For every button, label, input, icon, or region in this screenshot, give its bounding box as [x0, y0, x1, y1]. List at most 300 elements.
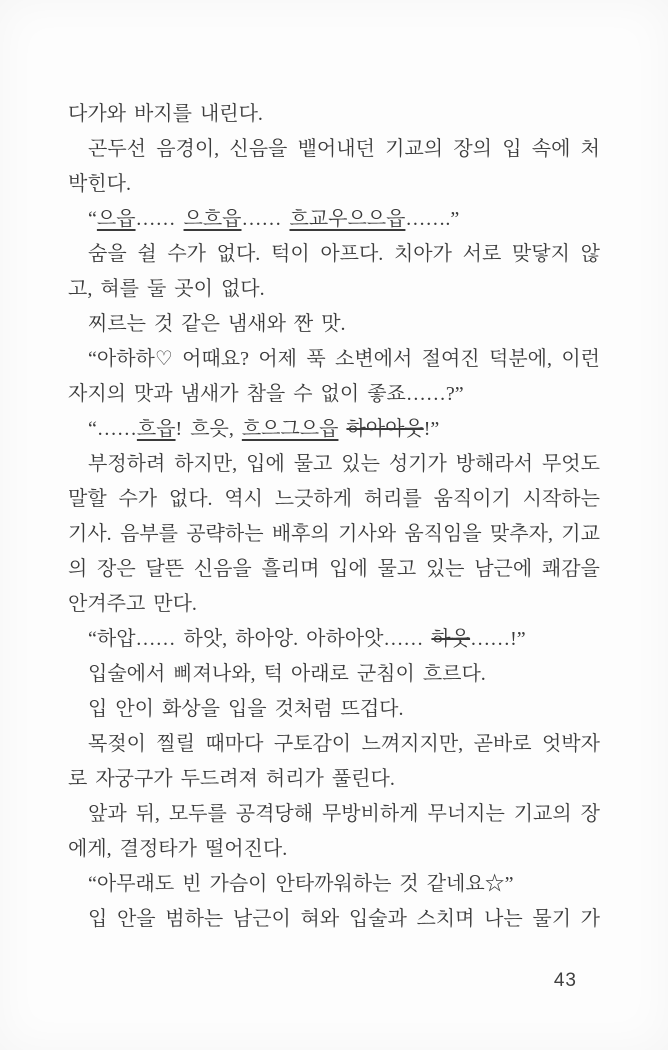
text-run: 느껴지지만, [361, 733, 464, 755]
text-run: 바지를 [133, 103, 192, 125]
word [581, 132, 600, 167]
word [320, 237, 383, 272]
text-line [68, 272, 600, 307]
word [335, 342, 412, 377]
word [221, 272, 265, 307]
text-run: 어제 [258, 348, 297, 370]
word [68, 762, 87, 797]
word [427, 867, 514, 902]
underline-text: 흐교우으으읍 [289, 208, 406, 230]
text-run: 아래로 [290, 663, 349, 685]
text-run: 성기가 [388, 453, 447, 475]
word [514, 797, 572, 832]
word [88, 132, 146, 167]
text-run: 입을 [227, 698, 267, 720]
text-run: 같은 [181, 313, 220, 335]
word [174, 447, 237, 482]
text-run: 입술과 [348, 908, 407, 930]
text-run: 없이 [320, 383, 360, 405]
text-line [68, 377, 600, 412]
text-line [68, 622, 600, 657]
word [523, 482, 600, 517]
text-run: 느긋하게 [274, 488, 353, 510]
word [68, 587, 145, 622]
text-run: 때마다 [205, 733, 264, 755]
text-run: 화상을 [161, 698, 220, 720]
text-run: 하앗, [183, 628, 228, 650]
text-run: 없다. [168, 488, 213, 510]
text-run: 두드려져 [180, 768, 258, 790]
text-run: 입술에서 [88, 663, 166, 685]
text-line [68, 412, 600, 447]
word [229, 132, 287, 167]
word [68, 377, 126, 412]
word [147, 272, 166, 307]
word [118, 482, 157, 517]
word [321, 307, 345, 342]
text-run: 자지의 [68, 383, 126, 405]
text-run: 달뜬 [145, 558, 185, 580]
strike-text: 하아아웃 [346, 418, 424, 440]
text-run: 떨어진다. [204, 838, 288, 860]
word [428, 797, 505, 832]
text-run: 역시 [224, 488, 263, 510]
word [68, 272, 92, 307]
word [242, 412, 339, 447]
word [349, 902, 407, 937]
word [367, 377, 463, 412]
text-run: “하압…… [88, 628, 176, 650]
text-run: “ [88, 208, 97, 230]
word [162, 692, 220, 727]
word [512, 237, 570, 272]
text-line [68, 867, 600, 902]
text-run: 나는 [484, 908, 523, 930]
text-run: 숨을 [88, 243, 127, 265]
text-run: 기교 [561, 523, 600, 545]
word [137, 237, 156, 272]
text-run: 흐읏, [190, 418, 234, 440]
text-run: 뜨겁다. [340, 698, 404, 720]
word [182, 342, 249, 377]
text-line [68, 692, 600, 727]
text-run: “아무래도 [88, 873, 175, 895]
word [542, 727, 600, 762]
text-run: 혀와 [300, 908, 340, 930]
text-line [68, 832, 600, 867]
word [332, 762, 395, 797]
text-run: 서로 [462, 243, 502, 265]
word [200, 97, 263, 132]
text-line [68, 97, 600, 132]
word [88, 657, 165, 692]
word [88, 447, 165, 482]
text-run: 군침이 [356, 663, 415, 685]
word [581, 237, 600, 272]
text-run: “…… [88, 418, 137, 440]
text-run: 물기 [532, 908, 572, 930]
word [120, 832, 197, 867]
word [306, 342, 325, 377]
text-run: 모두를 [168, 803, 227, 825]
text-run: 안타까워하는 [275, 873, 392, 895]
text-run: 있는 [341, 453, 380, 475]
text-run: 있는 [425, 558, 465, 580]
text-run: 하아앙. [235, 628, 299, 650]
text-run: 턱 [263, 663, 283, 685]
word [246, 447, 285, 482]
word [68, 167, 131, 202]
word [341, 447, 380, 482]
text-run: 혀를 [100, 278, 139, 300]
word [117, 902, 156, 937]
word [134, 377, 173, 412]
text-run: 움직임을 [404, 523, 482, 545]
word [181, 762, 258, 797]
word [217, 237, 261, 272]
word [581, 902, 600, 937]
underline-text: 으흐읍 [183, 208, 242, 230]
word [294, 447, 333, 482]
text-line [68, 797, 600, 832]
word [100, 272, 139, 307]
text-run: 고, [68, 278, 93, 300]
text-run: 허리가 [265, 768, 324, 790]
word [88, 237, 127, 272]
text-run: 앞과 [88, 803, 127, 825]
text-run: 공격당해 [235, 803, 314, 825]
text-line [68, 587, 600, 622]
word [88, 727, 146, 762]
text-run: 찔릴 [156, 733, 196, 755]
word [156, 132, 219, 167]
word [154, 307, 173, 342]
text-run: 뱉어내던 [297, 138, 375, 160]
text-run: 스치며 [416, 908, 475, 930]
word [120, 517, 178, 552]
text-run: 삐져나와, [173, 663, 256, 685]
text-run: 박힌다. [68, 173, 131, 195]
word [581, 797, 600, 832]
word [423, 657, 486, 692]
word [224, 482, 263, 517]
text-run: 신음을 [229, 138, 288, 160]
word [394, 237, 452, 272]
word [156, 727, 195, 762]
word [205, 832, 287, 867]
text-run: 신음을 [193, 558, 252, 580]
strike-text: 하웃 [431, 628, 471, 650]
word [68, 482, 107, 517]
text-run: 목젖이 [88, 733, 146, 755]
word [173, 657, 255, 692]
word [346, 412, 439, 447]
text-run: 입에 [246, 453, 285, 475]
text-run: 기교의 [385, 138, 444, 160]
word [68, 517, 112, 552]
word [235, 622, 298, 657]
underline-text: 으읍 [96, 208, 136, 230]
text-run: 로 [68, 768, 88, 790]
text-run: 물고 [377, 558, 417, 580]
text-run: 가 [580, 908, 600, 930]
word [145, 552, 184, 587]
word [532, 132, 571, 167]
word [165, 902, 223, 937]
word [274, 727, 351, 762]
word [385, 132, 443, 167]
word [389, 447, 447, 482]
text-line [68, 342, 600, 377]
word [88, 307, 146, 342]
text-run: 어때요? [182, 348, 249, 370]
word [184, 202, 282, 237]
text-run: 수가 [118, 488, 158, 510]
text-run: “아하하♡ [88, 348, 173, 370]
word [362, 727, 464, 762]
word [426, 552, 465, 587]
text-run: 속에 [531, 138, 571, 160]
word [561, 517, 600, 552]
text-run: 기사. [68, 523, 112, 545]
text-run: 좋죠……?” [367, 383, 464, 405]
word [88, 342, 173, 377]
word [431, 622, 525, 657]
text-run: 이런 [561, 348, 600, 370]
text-run: 빈 [182, 873, 202, 895]
word [298, 132, 375, 167]
word [416, 902, 474, 937]
text-run: 하지만, [174, 453, 238, 475]
word [489, 342, 552, 377]
word [484, 902, 523, 937]
word [275, 867, 391, 902]
word [422, 342, 480, 377]
text-run: ! [175, 418, 183, 440]
text-line [68, 202, 600, 237]
word [306, 622, 423, 657]
page-number: 43 [553, 970, 577, 991]
word [264, 657, 283, 692]
text-run: 풀린다. [331, 768, 395, 790]
text-run: 아하아앗…… [306, 628, 424, 650]
text-run: 구토감이 [273, 733, 352, 755]
word [68, 97, 126, 132]
word [115, 692, 154, 727]
word [186, 517, 263, 552]
text-run: 가슴이 [209, 873, 268, 895]
text-run: 곤두선 [88, 138, 146, 160]
word [258, 342, 297, 377]
word [205, 727, 263, 762]
word [136, 797, 160, 832]
text-run: 흘리며 [261, 558, 320, 580]
word [233, 902, 291, 937]
word [134, 97, 192, 132]
word [542, 552, 600, 587]
text-run: 없다. [220, 278, 265, 300]
text-line [68, 237, 600, 272]
word [88, 797, 127, 832]
text-line [68, 447, 600, 482]
text-run: 범하는 [165, 908, 224, 930]
word [210, 867, 268, 902]
text-run: 기교의 [513, 803, 572, 825]
word [174, 272, 213, 307]
text-run: 냄새가 [180, 383, 239, 405]
word [357, 657, 415, 692]
text-run: 내린다. [199, 103, 263, 125]
word [88, 692, 107, 727]
text-line [68, 132, 600, 167]
word [261, 552, 319, 587]
word [290, 202, 460, 237]
word [474, 552, 532, 587]
word [181, 307, 220, 342]
text-run: 않 [580, 243, 600, 265]
text-line [68, 902, 600, 937]
word [404, 517, 481, 552]
text-run: 둘 [146, 278, 167, 300]
word [272, 517, 330, 552]
text-run: 맞추자, [489, 523, 553, 545]
text-run: 쾌감을 [541, 558, 600, 580]
text-run: 뒤, [135, 803, 160, 825]
word [275, 692, 333, 727]
text-run: 장의 [453, 138, 492, 160]
text-run: 말할 [68, 488, 107, 510]
word [502, 132, 521, 167]
text-run: 장 [580, 803, 600, 825]
text-run: 의 [68, 558, 88, 580]
text-run: 수가 [167, 243, 206, 265]
text-run: 덕분에, [489, 348, 552, 370]
text-run: 물고 [293, 453, 333, 475]
word [95, 762, 172, 797]
text-run: 맛. [321, 313, 346, 335]
text-run: 맛과 [133, 383, 173, 405]
text-run: 입 [502, 138, 522, 160]
word [266, 762, 324, 797]
text-run: 수 [293, 383, 313, 405]
text-run: 엇박자 [541, 733, 600, 755]
word [194, 552, 252, 587]
text-run: 만다. [153, 593, 197, 615]
word [182, 867, 201, 902]
text-run: ……!” [470, 628, 526, 650]
text-line [68, 657, 600, 692]
word [236, 797, 313, 832]
word [88, 867, 174, 902]
text-run: 무방비하게 [321, 803, 419, 825]
text-line [68, 727, 600, 762]
word [338, 517, 396, 552]
text-run: 음부를 [119, 523, 178, 545]
text-run: …… [135, 208, 176, 230]
text-run: 같네요☆” [426, 873, 514, 895]
text-run: 입 [88, 908, 108, 930]
text-run: 소변에서 [335, 348, 413, 370]
word [247, 377, 286, 412]
word [434, 482, 511, 517]
word [88, 622, 176, 657]
text-run: 것처럼 [274, 698, 333, 720]
text-run: 아프다. [320, 243, 384, 265]
text-run: 짠 [293, 313, 314, 335]
text-line [68, 167, 600, 202]
text-run: 에게, [68, 838, 112, 860]
word [294, 307, 313, 342]
text-run: 안을 [116, 908, 156, 930]
word [474, 727, 532, 762]
text-run: 입 [88, 698, 108, 720]
text-line [68, 762, 600, 797]
word [399, 867, 418, 902]
word [228, 307, 286, 342]
word [169, 482, 213, 517]
text-run: 남근에 [474, 558, 533, 580]
body-text [68, 97, 600, 937]
text-run: 찌르는 [88, 313, 146, 335]
word [364, 482, 422, 517]
text-run: 것 [153, 313, 174, 335]
word [275, 482, 352, 517]
text-run: 곧바로 [473, 733, 532, 755]
text-run: 치아가 [393, 243, 452, 265]
word [532, 902, 571, 937]
text-run: …… [241, 208, 282, 230]
text-run: 처 [580, 138, 600, 160]
text-run: 안겨주고 [68, 593, 146, 615]
word [169, 797, 227, 832]
text-run: 허리를 [363, 488, 422, 510]
word [228, 692, 267, 727]
text-run: 장은 [97, 558, 136, 580]
word [68, 552, 87, 587]
text-run: 없다. [216, 243, 261, 265]
text-run: 냄새와 [227, 313, 286, 335]
text-run: 절여진 [421, 348, 480, 370]
text-run: 곳이 [174, 278, 213, 300]
word [453, 132, 492, 167]
word [88, 412, 182, 447]
word [88, 202, 176, 237]
word [490, 517, 553, 552]
text-run: 것 [399, 873, 419, 895]
word [181, 377, 239, 412]
text-run: !” [423, 418, 440, 440]
word [184, 622, 228, 657]
word [301, 902, 340, 937]
text-run: 시작하는 [522, 488, 600, 510]
underline-text: 흐읍 [136, 418, 176, 440]
text-run: 턱이 [271, 243, 310, 265]
text-run: 무너지는 [427, 803, 505, 825]
text-line [68, 552, 600, 587]
text-run: 결정타가 [119, 838, 197, 860]
text-run: 배후의 [271, 523, 330, 545]
word [542, 447, 600, 482]
text-run: 안이 [115, 698, 154, 720]
word [291, 657, 349, 692]
text-run: 흐르다. [422, 663, 486, 685]
word [293, 377, 312, 412]
word [378, 552, 417, 587]
text-run: 쉴 [137, 243, 157, 265]
text-line [68, 517, 600, 552]
text-run: 공략하는 [186, 523, 264, 545]
text-run: 푹 [306, 348, 326, 370]
